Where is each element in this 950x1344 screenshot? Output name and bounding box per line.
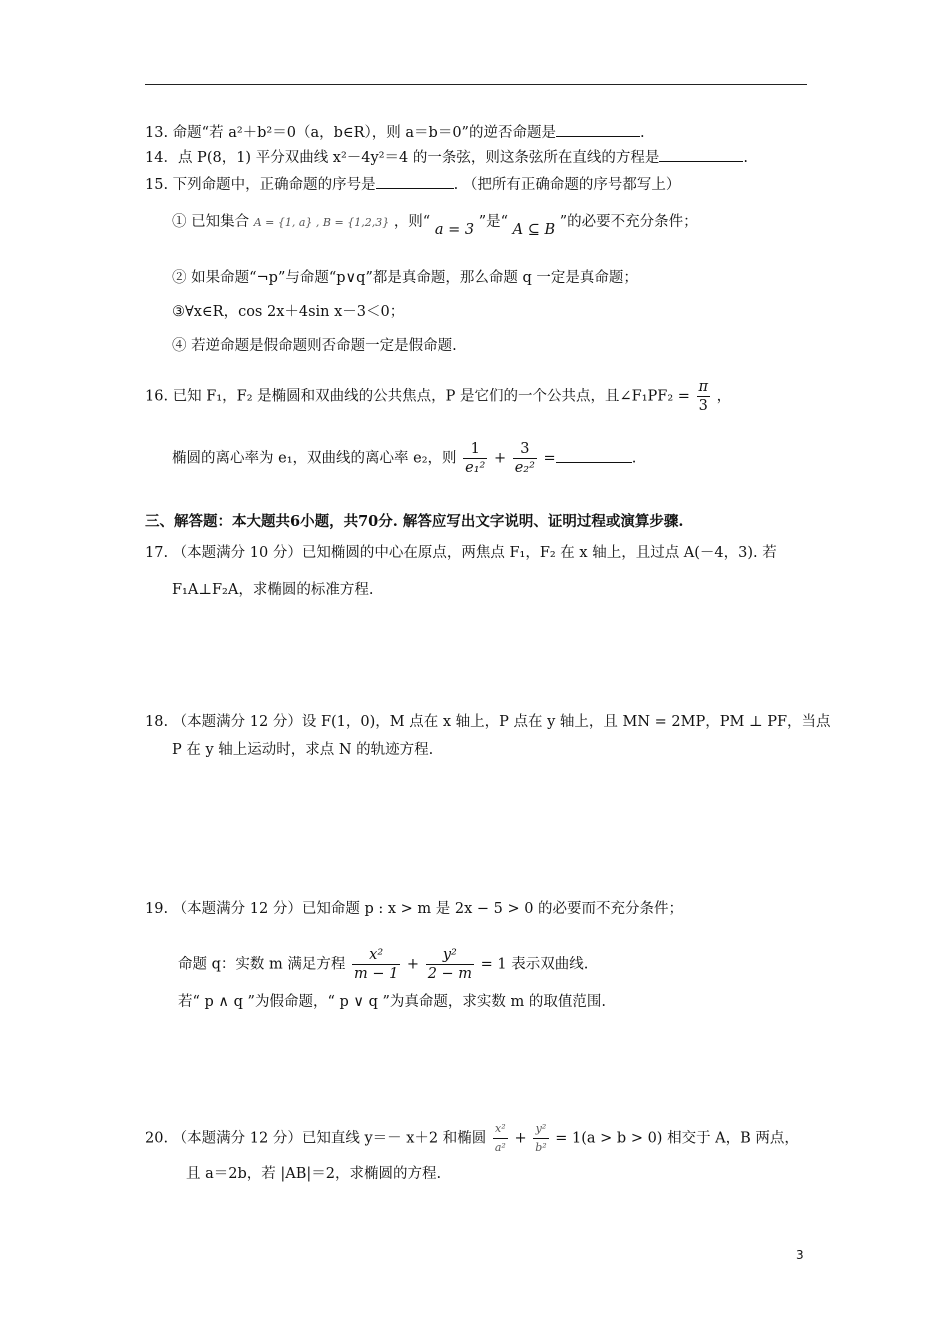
question-20-line-1: 20. （本题满分 12 分）已知直线 y＝－ x＋2 和椭圆 $\frac{\text{x²}}{\text{a²}}$ + $\frac{\text{y²}}{\text{b²}}$ = 1(a > b > 0) 相交于 A，B 两点， xyxy=(145,1120,799,1157)
answer-blank xyxy=(556,122,640,137)
question-15-item-4: ④ 若逆命题是假命题则否命题一定是假命题. xyxy=(172,338,457,354)
x-squared-over-a-squared: $\frac{\text{x²}}{\text{a²}}$ xyxy=(494,1122,506,1154)
question-18-line-1: 18. （本题满分 12 分）设 F(1，0)，M 点在 x 轴上，P 点在 y 轴上，且 MN = 2MP，PM ⊥ PF，当点 xyxy=(145,714,831,730)
question-16-line-1: 16. 已知 F₁，F₂ 是椭圆和双曲线的公共焦点，P 是它们的一个公共点，且∠F₁PF₂ = $\frac{\pi}{3}$ ， xyxy=(145,379,732,414)
question-15-item-2: ② 如果命题“¬p”与命题“p∨q”都是真命题，那么命题 q 一定是真命题； xyxy=(172,270,638,286)
pi-over-3-fraction: $\frac{\pi}{3}$ xyxy=(698,379,709,414)
question-19-line-2: 命题 q：实数 m 满足方程 $\frac{\text{x²}}{m - 1}$ + $\frac{\text{y²}}{2 - m}$ = 1 表示双曲线. xyxy=(178,947,589,982)
question-18-line-2: P 在 y 轴上运动时，求点 N 的轨迹方程. xyxy=(172,742,434,758)
question-17-line-1: 17. （本题满分 10 分）已知椭圆的中心在原点，两焦点 F₁，F₂ 在 x 轴上，且过点 A(－4，3). 若 xyxy=(145,545,777,561)
page-number: 3 xyxy=(796,1248,804,1262)
question-19-line-3: 若“ p ∧ q ”为假命题，“ p ∨ q ”为真命题，求实数 m 的取值范围. xyxy=(178,994,606,1010)
question-17-line-2: F₁A⊥F₂A，求椭圆的标准方程. xyxy=(172,582,374,598)
question-16-line-2: 椭圆的离心率为 e₁，双曲线的离心率 e₂，则 $\frac{1}{\text{e₁²}}$ + $\frac{3}{\text{e₂²}}$ = . xyxy=(172,441,637,476)
answer-blank xyxy=(659,147,743,162)
y-squared-over-b-squared: $\frac{\text{y²}}{\text{b²}}$ xyxy=(535,1122,547,1154)
question-15: 15. 下列命题中，正确命题的序号是 . （把所有正确命题的序号都写上） xyxy=(145,174,680,195)
section-3-heading: 三、解答题：本大题共6小题，共70分. 解答应写出文字说明、证明过程或演算步骤. xyxy=(145,513,684,530)
answer-blank xyxy=(376,174,454,189)
question-15-item-1: ① 已知集合 A = {1, a} , B = {1,2,3} ，则“ a = 3 ”是“ A ⊆ B ”的必要不充分条件； xyxy=(172,214,698,238)
question-14: 14．点 P(8，1) 平分双曲线 x²－4y²＝4 的一条弦，则这条弦所在直线的方程是 . xyxy=(145,147,748,168)
question-19-line-1: 19. （本题满分 12 分）已知命题 p : x > m 是 2x − 5 > 0 的必要而不充分条件； xyxy=(145,901,684,917)
answer-blank xyxy=(556,448,632,463)
question-20-line-2: 且 a＝2b，若 |AB|＝2，求椭圆的方程. xyxy=(186,1166,442,1182)
header-rule xyxy=(145,84,807,85)
x-squared-over-m-minus-1: $\frac{\text{x²}}{m - 1}$ xyxy=(353,947,399,982)
question-13: 13. 命题“若 a²＋b²＝0（a，b∈R），则 a＝b＝0”的逆否命题是 . xyxy=(145,122,645,143)
question-15-item-3: ③∀x∈R，cos 2x＋4sin x－3＜0； xyxy=(172,304,405,320)
one-over-e1-squared: $\frac{1}{\text{e₁²}}$ xyxy=(465,441,486,476)
three-over-e2-squared: $\frac{3}{\text{e₂²}}$ xyxy=(514,441,535,476)
y-squared-over-2-minus-m: $\frac{\text{y²}}{2 - m}$ xyxy=(427,947,473,982)
